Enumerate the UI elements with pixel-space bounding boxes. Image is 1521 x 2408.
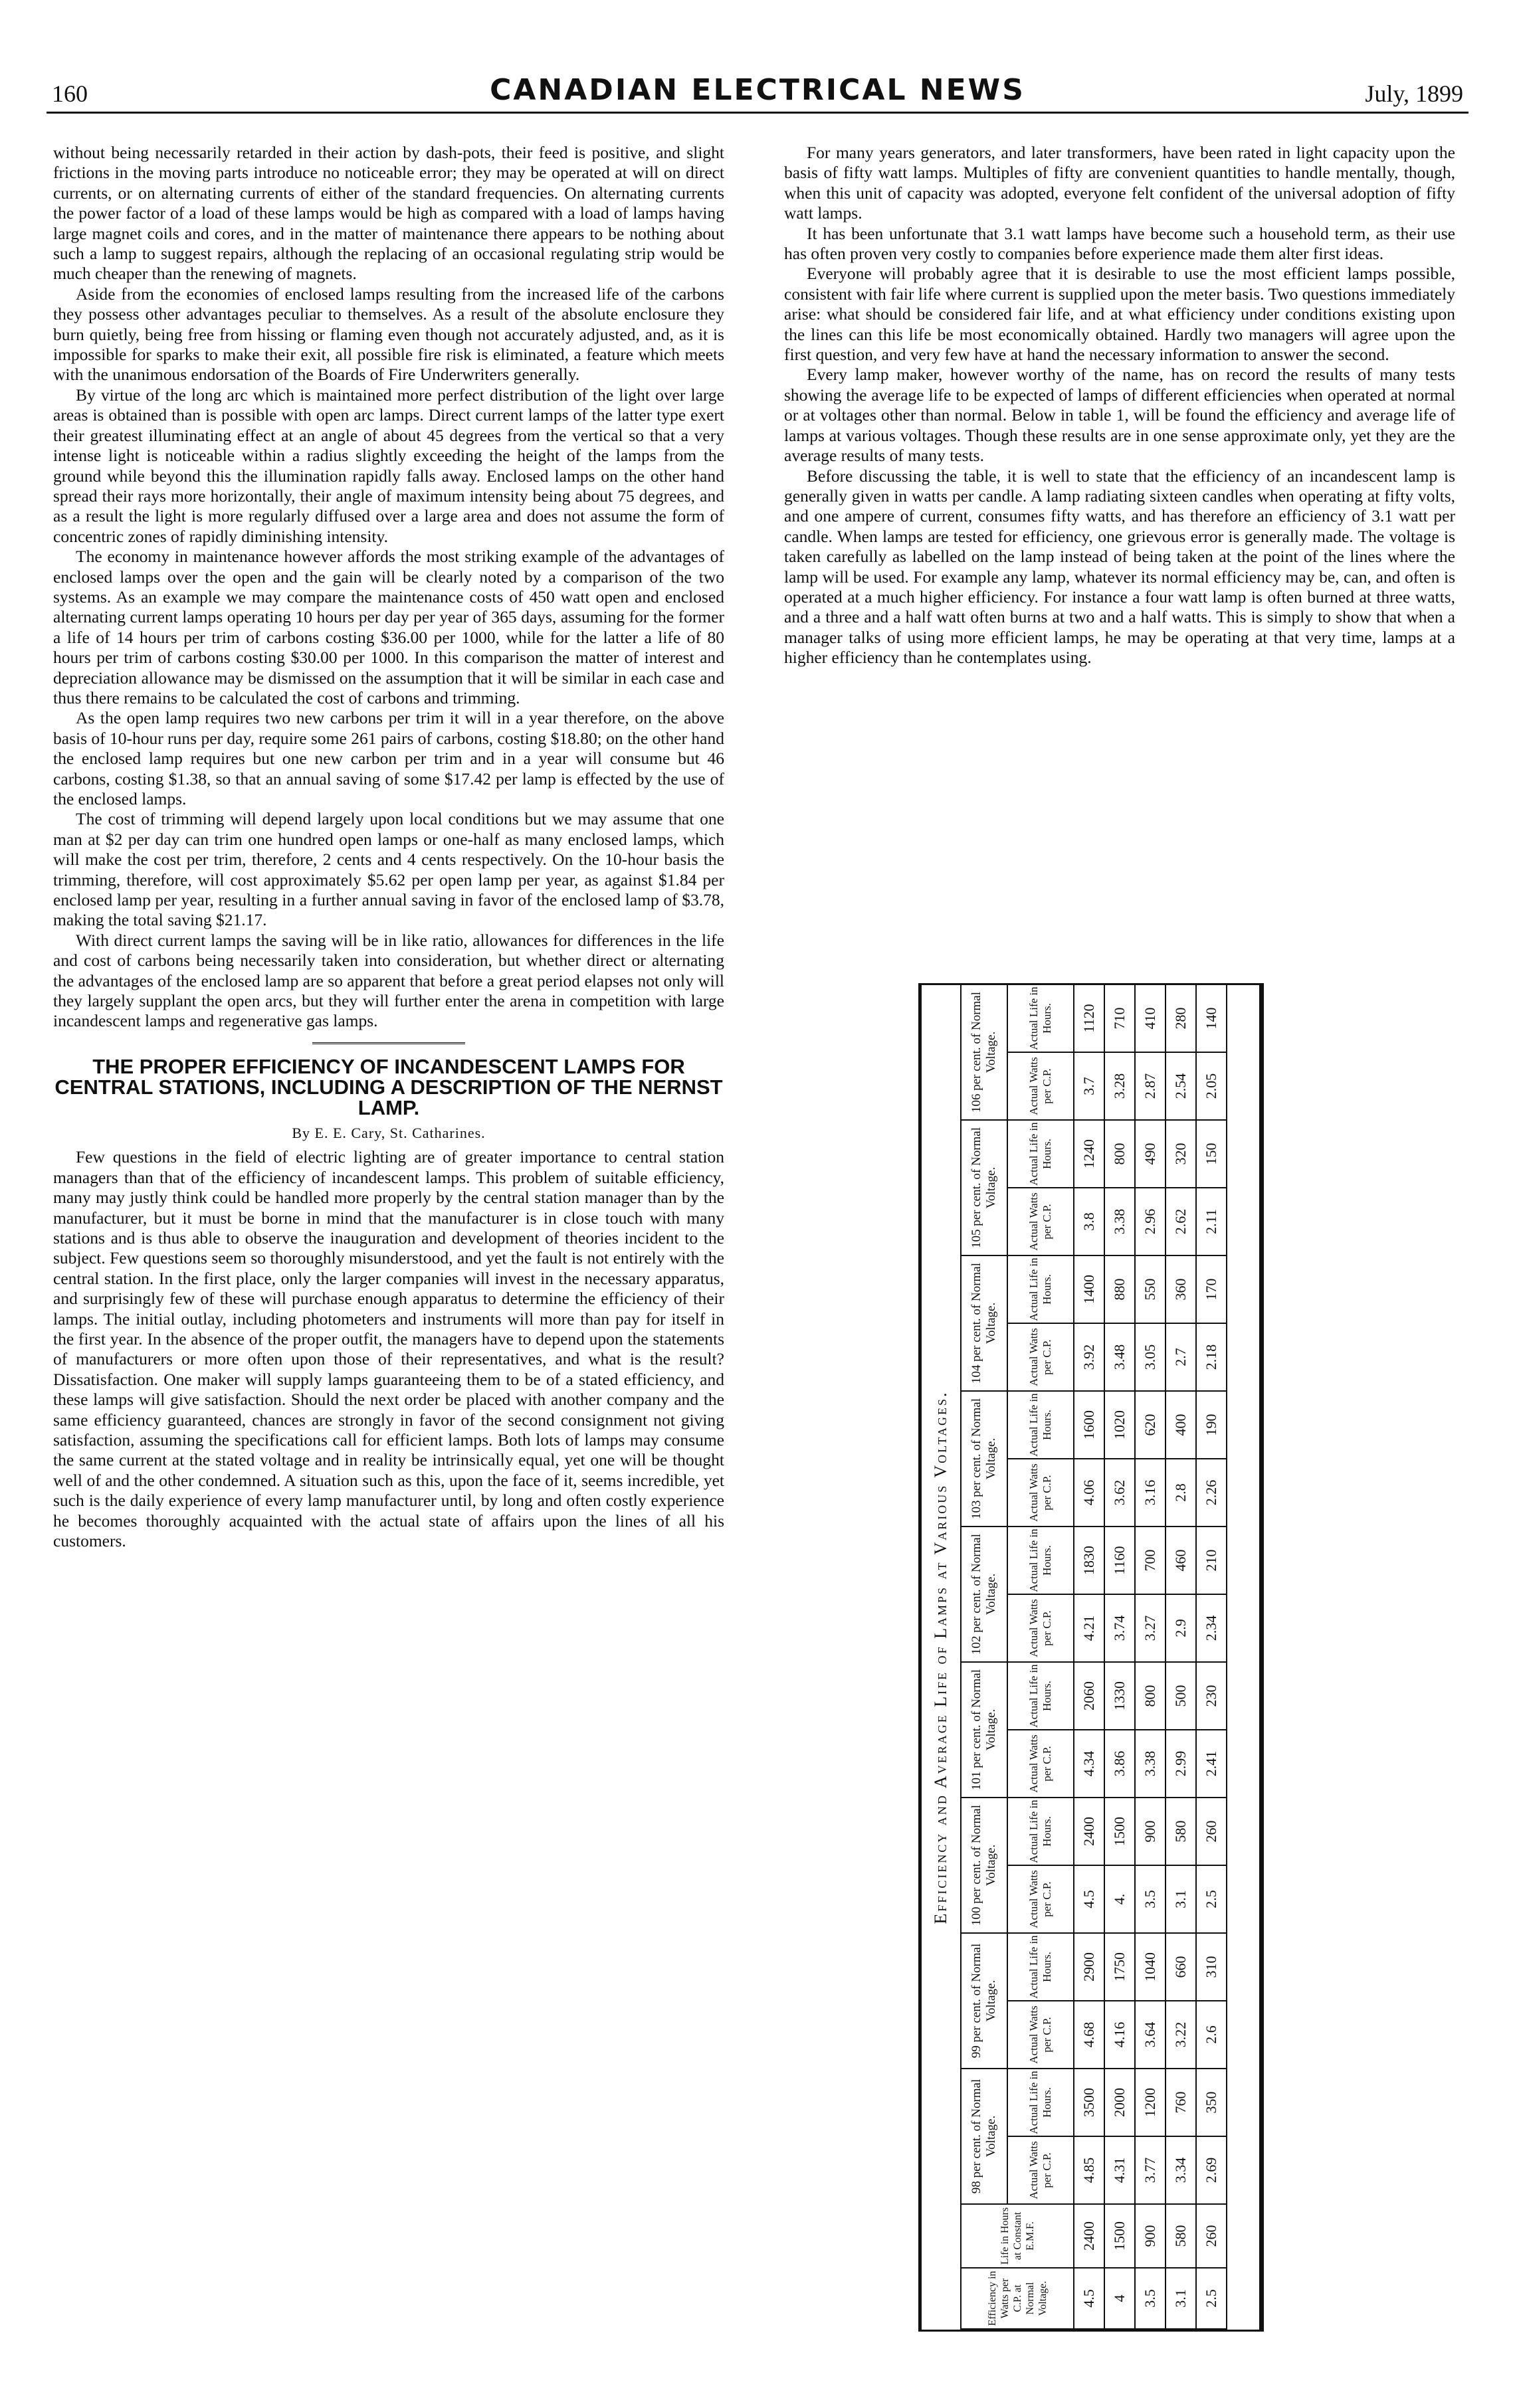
issue-date: July, 1899 xyxy=(1365,80,1463,107)
table-cell: 3.38 xyxy=(1135,1730,1166,1798)
header-normal-efficiency: Efficiency in Watts per C.P. at Normal Voltage. xyxy=(961,2268,1074,2329)
sub-header-life: Actual Life in Hours. xyxy=(1007,984,1074,1052)
paragraph: Aside from the economies of enclosed lamps resulting from the increased life of the carbons they possess other advantages peculiar to themselves. As a result of the absolute enclosure they burn quietly, being free from hissing or flaming even though not accurately adjusted, and, as it is impossible for sparks to make their exit, all possible fire risk is eliminated, a feature which meets with the unanimous endorsation of the Boards of Fire Underwriters generally. xyxy=(53,284,724,385)
table-cell: 140 xyxy=(1196,984,1227,1052)
table-cell: 2.54 xyxy=(1166,1052,1196,1120)
table-cell: 580 xyxy=(1166,1798,1196,1865)
table-cell: 1120 xyxy=(1074,984,1104,1052)
masthead xyxy=(47,73,1469,114)
table-cell: 1600 xyxy=(1074,1391,1104,1459)
table-cell: 710 xyxy=(1104,984,1135,1052)
table-cell: 1830 xyxy=(1074,1527,1104,1594)
table-cell: 3500 xyxy=(1074,2069,1104,2136)
paragraph: For many years generators, and later transformers, have been rated in light capacity upon the basis of fifty watt lamps. Multiples of fifty are convenient quantities to handle mentally, though, when this unit of capacity was adopted, everyone felt confident of the universal adoption of fifty watt lamps. xyxy=(784,143,1455,223)
table-cell: 4.5 xyxy=(1074,1865,1104,1933)
group-header: 105 per cent. of Normal Voltage. xyxy=(961,1120,1007,1255)
table-cell: 2.96 xyxy=(1135,1188,1166,1255)
table-cell: 260 xyxy=(1196,2204,1227,2268)
sub-header-watts: Actual Watts per C.P. xyxy=(1007,1865,1074,1933)
table-cell: 410 xyxy=(1135,984,1166,1052)
table-cell: 580 xyxy=(1166,2204,1196,2268)
table-cell: 150 xyxy=(1196,1120,1227,1188)
table-cell: 1500 xyxy=(1104,2204,1135,2268)
table-cell: 3.28 xyxy=(1104,1052,1135,1120)
table-cell: 2.62 xyxy=(1166,1188,1196,1255)
table-cell: 550 xyxy=(1135,1255,1166,1323)
paragraph: Every lamp maker, however worthy of the name, has on record the results of many tests showing the average life to be expected of lamps of different efficiencies when operated at normal or at voltages other than normal. Below in table 1, will be found the efficiency and average life of lamps at various voltages. Though these results are in one sense approximate only, yet they are the average results of many tests. xyxy=(784,365,1455,466)
sub-header-watts: Actual Watts per C.P. xyxy=(1007,2136,1074,2204)
paragraph: Everyone will probably agree that it is desirable to use the most efficient lamps possible, consistent with fair life where current is supplied upon the meter basis. Two questions immediately arise: what should be considered fair life, and at what efficiency under conditions existing upon the lines can this life be most economically obtained. Hardly two managers will agree upon the first question, and very few have at hand the necessary information to answer the second. xyxy=(784,264,1455,365)
table-cell: 4.85 xyxy=(1074,2136,1104,2204)
table-cell: 3.48 xyxy=(1104,1323,1135,1391)
section-divider xyxy=(312,1042,465,1047)
table-cell: 800 xyxy=(1104,1120,1135,1188)
table-row xyxy=(1104,984,1135,2329)
table-cell: 3.38 xyxy=(1104,1188,1135,1255)
table-cell: 3.5 xyxy=(1135,2268,1166,2329)
table-row xyxy=(1074,984,1104,2329)
table-cell: 2.7 xyxy=(1166,1323,1196,1391)
group-header: 104 per cent. of Normal Voltage. xyxy=(961,1255,1007,1391)
table-cell: 190 xyxy=(1196,1391,1227,1459)
paragraph: The economy in maintenance however affords the most striking example of the advantages of enclosed lamps over the open and the gain will be clearly noted by a comparison of the two systems. As an example we may compare the maintenance costs of 450 watt open and enclosed alternating current lamps operating 10 hours per day per year of 365 days, assuming for the former a life of 14 hours per trim of carbons costing $36.00 per 1000, while for the latter a life of 80 hours per trim of carbons costing $30.00 per 1000. In this comparison the matter of interest and depreciation allowance may be dismissed on the assumption that it will be similar in each case and thus there remains to be calculated the cost of carbons and trimming. xyxy=(53,547,724,707)
lamp-table xyxy=(960,984,1227,2330)
table-cell: 310 xyxy=(1196,1933,1227,2001)
table-cell: 1240 xyxy=(1074,1120,1104,1188)
header-constant-life: Life in Hours at Constant E.M.F. xyxy=(961,2204,1074,2268)
table-cell: 4 xyxy=(1104,2268,1135,2329)
paragraph: without being necessarily retarded in their action by dash-pots, their feed is positive, and slight frictions in the moving parts introduce no noticeable error; they may be operated at will on direct currents, or on alternating currents of either of the standard frequencies. On alternating currents the power factor of a load of these lamps would be high as compared with a load of lamps having large magnet coils and cores, and in the matter of maintenance there appears to be nothing about such a lamp to suggest repairs, although the replacing of an occasional regulating strip would be much cheaper than the renewing of magnets. xyxy=(53,143,724,284)
group-header: 101 per cent. of Normal Voltage. xyxy=(961,1662,1007,1798)
efficiency-table xyxy=(922,985,1261,2330)
table-cell: 460 xyxy=(1166,1527,1196,1594)
table-cell: 4.5 xyxy=(1074,2268,1104,2329)
paragraph: With direct current lamps the saving will be in like ratio, allowances for differences in the life and cost of carbons being necessarily taken into consideration, but whether direct or alternating the advantages of the enclosed lamp are so apparent that before a great period elapses not only will they largely supplant the open arcs, but they will further enter the arena in competition with large incandescent lamps and regenerative gas lamps. xyxy=(53,930,724,1031)
table-cell: 500 xyxy=(1166,1662,1196,1730)
table-caption: Efficiency and Average Life of Lamps at Various Voltages. xyxy=(931,1390,950,1924)
table-cell: 2.99 xyxy=(1166,1730,1196,1798)
sub-header-row xyxy=(1007,984,1074,2329)
table-row xyxy=(1135,984,1166,2329)
paragraph: Before discussing the table, it is well to state that the efficiency of an incandescent lamp is generally given in watts per candle. A lamp radiating sixteen candles when operating at fifty volts, and one ampere of current, consumes fifty watts, and has therefore an efficiency of 3.1 watt per candle. When lamps are tested for efficiency, one grievous error is generally made. The voltage is taken carefully as labelled on the lamp instead of being taken at the point of the lines where the lamp will be used. For example any lamp, whatever its normal efficiency may be, can, and often is operated at a much higher efficiency. For instance a four watt lamp is often burned at three watts, and a three and a half watt often burns at two and a half watts. This is simply to show that when a manager talks of using more efficient lamps, he may be operating at that very time, lamps at a higher efficiency than he contemplates using. xyxy=(784,466,1455,668)
sub-header-life: Actual Life in Hours. xyxy=(1007,1798,1074,1865)
table-cell: 320 xyxy=(1166,1120,1196,1188)
table-cell: 900 xyxy=(1135,2204,1166,2268)
table-cell: 4.68 xyxy=(1074,2001,1104,2069)
sub-header-watts: Actual Watts per C.P. xyxy=(1007,1730,1074,1798)
sub-header-life: Actual Life in Hours. xyxy=(1007,2069,1074,2136)
table-cell: 2.11 xyxy=(1196,1188,1227,1255)
sub-header-watts: Actual Watts per C.P. xyxy=(1007,1323,1074,1391)
group-header: 102 per cent. of Normal Voltage. xyxy=(961,1527,1007,1662)
group-header: 99 per cent. of Normal Voltage. xyxy=(961,1933,1007,2069)
table-cell: 490 xyxy=(1135,1120,1166,1188)
table-cell: 2.41 xyxy=(1196,1730,1227,1798)
table-cell: 800 xyxy=(1135,1662,1166,1730)
table-cell: 2400 xyxy=(1074,1798,1104,1865)
table-cell: 1330 xyxy=(1104,1662,1135,1730)
table-cell: 1750 xyxy=(1104,1933,1135,2001)
sub-header-watts: Actual Watts per C.P. xyxy=(1007,1459,1074,1527)
group-header: 103 per cent. of Normal Voltage. xyxy=(961,1391,1007,1527)
table-cell: 4.21 xyxy=(1074,1594,1104,1662)
table-cell: 3.62 xyxy=(1104,1459,1135,1527)
sub-header-life: Actual Life in Hours. xyxy=(1007,1120,1074,1188)
table-cell: 3.74 xyxy=(1104,1594,1135,1662)
table-cell: 2.5 xyxy=(1196,2268,1227,2329)
table-cell: 4.34 xyxy=(1074,1730,1104,1798)
table-cell: 2060 xyxy=(1074,1662,1104,1730)
table-cell: 3.64 xyxy=(1135,2001,1166,2069)
table-cell: 2000 xyxy=(1104,2069,1135,2136)
sub-header-watts: Actual Watts per C.P. xyxy=(1007,2001,1074,2069)
table-cell: 4.16 xyxy=(1104,2001,1135,2069)
table-cell: 170 xyxy=(1196,1255,1227,1323)
table-cell: 1020 xyxy=(1104,1391,1135,1459)
paragraph: It has been unfortunate that 3.1 watt lamps have become such a household term, as their use has often proven very costly to companies before experience made them alter first ideas. xyxy=(784,223,1455,264)
table-cell: 700 xyxy=(1135,1527,1166,1594)
table-cell: 3.1 xyxy=(1166,2268,1196,2329)
table-cell: 4.31 xyxy=(1104,2136,1135,2204)
table-cell: 2.8 xyxy=(1166,1459,1196,1527)
table-cell: 3.34 xyxy=(1166,2136,1196,2204)
sub-header-watts: Actual Watts per C.P. xyxy=(1007,1052,1074,1120)
right-column xyxy=(784,143,1455,668)
table-cell: 3.92 xyxy=(1074,1323,1104,1391)
byline: By E. E. Cary, St. Catharines. xyxy=(292,1124,486,1141)
table-cell: 1040 xyxy=(1135,1933,1166,2001)
table-cell: 4.06 xyxy=(1074,1459,1104,1527)
table-cell: 3.22 xyxy=(1166,2001,1196,2069)
table-cell: 3.1 xyxy=(1166,1865,1196,1933)
sub-header-life: Actual Life in Hours. xyxy=(1007,1662,1074,1730)
paragraph: As the open lamp requires two new carbons per trim it will in a year therefore, on the above basis of 10-hour runs per day, require some 261 pairs of carbons, costing $18.80; on the other hand the enclosed lamp requires but one new carbon per trim and in a year will consume but 46 carbons, costing $1.38, so that an annual saving of some $17.42 per lamp is effected by the use of the enclosed lamps. xyxy=(53,708,724,808)
table-cell: 2.05 xyxy=(1196,1052,1227,1120)
table-cell: 2.9 xyxy=(1166,1594,1196,1662)
table-cell: 3.27 xyxy=(1135,1594,1166,1662)
table-cell: 3.5 xyxy=(1135,1865,1166,1933)
table-cell: 2400 xyxy=(1074,2204,1104,2268)
table-cell: 1500 xyxy=(1104,1798,1135,1865)
article-title: THE PROPER EFFICIENCY OF INCANDESCENT LAMPS FOR CENTRAL STATIONS, INCLUDING A DESCRIPTION OF THE NERNST LAMP. xyxy=(54,1054,723,1119)
table-cell: 230 xyxy=(1196,1662,1227,1730)
table-cell: 760 xyxy=(1166,2069,1196,2136)
publication-title: CANADIAN ELECTRICAL NEWS xyxy=(490,73,1025,107)
table-cell: 2.69 xyxy=(1196,2136,1227,2204)
paragraph: By virtue of the long arc which is maintained more perfect distribution of the light over large areas is obtained than is possible with open arc lamps. Direct current lamps of the latter type exert their greatest illuminating effect at an angle of about 45 degrees from the vertical so that a very intense light is noticeable within a radius slightly exceeding the height of the lamps from the ground while beyond this the illumination rapidly falls away. Enclosed lamps on the other hand spread their rays more horizontally, their angle of maximum intensity being about 75 degrees, and as a result the light is more regularly diffused over a large area and does not assume the form of concentric zones of rapidly diminishing intensity. xyxy=(53,385,724,546)
table-cell: 3.77 xyxy=(1135,2136,1166,2204)
table-cell: 3.16 xyxy=(1135,1459,1166,1527)
sub-header-watts: Actual Watts per C.P. xyxy=(1007,1188,1074,1255)
table-body xyxy=(1074,984,1227,2329)
table-cell: 280 xyxy=(1166,984,1196,1052)
sub-header-life: Actual Life in Hours. xyxy=(1007,1255,1074,1323)
table-cell: 2.26 xyxy=(1196,1459,1227,1527)
table-cell: 2.87 xyxy=(1135,1052,1166,1120)
table-cell: 2900 xyxy=(1074,1933,1104,2001)
table-cell: 1400 xyxy=(1074,1255,1104,1323)
table-cell: 620 xyxy=(1135,1391,1166,1459)
table-row xyxy=(1196,984,1227,2329)
group-header: 100 per cent. of Normal Voltage. xyxy=(961,1798,1007,1933)
table-cell: 4. xyxy=(1104,1865,1135,1933)
table-cell: 1200 xyxy=(1135,2069,1166,2136)
table-cell: 1160 xyxy=(1104,1527,1135,1594)
table-cell: 400 xyxy=(1166,1391,1196,1459)
table-cell: 3.8 xyxy=(1074,1188,1104,1255)
table-cell: 3.86 xyxy=(1104,1730,1135,1798)
page-number: 160 xyxy=(52,80,88,107)
table-cell: 3.7 xyxy=(1074,1052,1104,1120)
table-cell: 2.18 xyxy=(1196,1323,1227,1391)
table-cell: 2.5 xyxy=(1196,1865,1227,1933)
left-column xyxy=(53,143,724,1551)
group-header: 98 per cent. of Normal Voltage. xyxy=(961,2069,1007,2204)
table-cell: 260 xyxy=(1196,1798,1227,1865)
sub-header-watts: Actual Watts per C.P. xyxy=(1007,1594,1074,1662)
paragraph: Few questions in the field of electric lighting are of greater importance to central station managers than that of the efficiency of incandescent lamps. This problem of suitable efficiency, many may justly think could be handled more properly by the central station manager than by the manufacturer, but it must be borne in mind that the manufacturer is in close touch with many stations and is thus able to observe the inauguration and development of theories incident to the subject. Few questions seem so thoroughly misunderstood, and yet the fault is not entirely with the central station. In the first place, only the larger companies will invest in the necessary apparatus, and surprisingly few of these will purchase enough apparatus to determine the efficiency of their lamps. The initial outlay, including photometers and instruments will more than pay for itself in the first year. In the absence of the proper outfit, the managers have to depend upon the statements of manufacturers or more often upon those of their representatives, and what is the result? Dissatisfaction. One maker will supply lamps guaranteeing them to be of a stated efficiency, and these lamps will give satisfaction. Should the next order be placed with another company and the same efficiency guaranteed, chances are strongly in favor of the second consignment not giving satisfaction, assuming the specifications call for efficient lamps. Both lots of lamps may consume the same current at the stated voltage and in reality be intrinsically equal, yet one will be thought well of and the other condemned. A situation such as this, upon the face of it, seems incredible, yet such is the daily experience of every lamp manufacturer until, by long and often costly experience he becomes thoroughly acquainted with the actual state of affairs upon the lines of all his customers. xyxy=(53,1147,724,1550)
table-cell: 3.05 xyxy=(1135,1323,1166,1391)
table-row xyxy=(1166,984,1196,2329)
table-cell: 350 xyxy=(1196,2069,1227,2136)
table-cell: 660 xyxy=(1166,1933,1196,2001)
sub-header-life: Actual Life in Hours. xyxy=(1007,1933,1074,2001)
table-cell: 210 xyxy=(1196,1527,1227,1594)
table-cell: 2.34 xyxy=(1196,1594,1227,1662)
efficiency-table-frame xyxy=(918,983,1264,2332)
group-header: 106 per cent. of Normal Voltage. xyxy=(961,984,1007,1120)
table-cell: 360 xyxy=(1166,1255,1196,1323)
table-cell: 880 xyxy=(1104,1255,1135,1323)
table-cell: 2.6 xyxy=(1196,2001,1227,2069)
sub-header-life: Actual Life in Hours. xyxy=(1007,1527,1074,1594)
sub-header-life: Actual Life in Hours. xyxy=(1007,1391,1074,1459)
table-cell: 900 xyxy=(1135,1798,1166,1865)
paragraph: The cost of trimming will depend largely upon local conditions but we may assume that one man at $2 per day can trim one hundred open lamps or one-half as many enclosed lamps, which will make the cost per trim, therefore, 2 cents and 4 cents respectively. On the 10-hour basis the trimming, therefore, will cost approximately $5.62 per open lamp per year, as against $1.84 per enclosed lamp per year, resulting in a further annual saving in favor of the enclosed lamp of $3.78, making the total saving $21.17. xyxy=(53,809,724,930)
